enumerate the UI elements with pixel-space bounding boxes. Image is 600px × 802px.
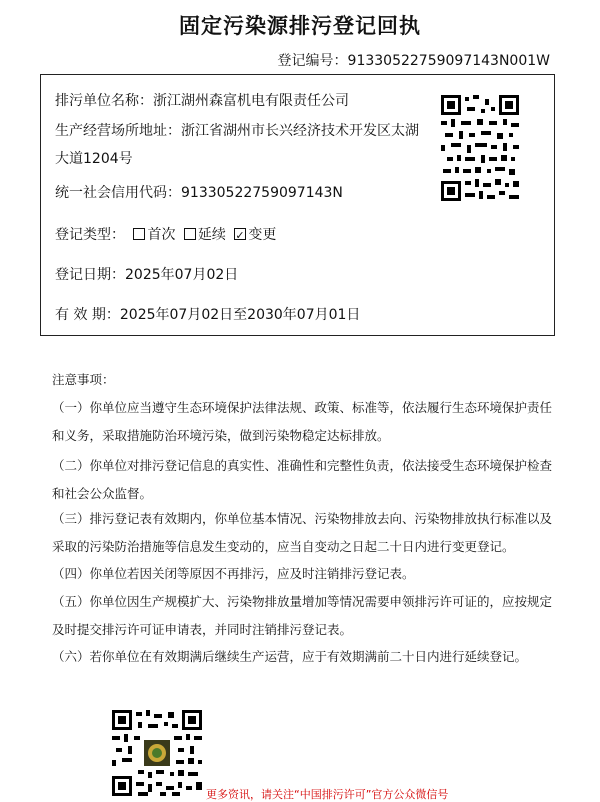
option-first: 首次 — [147, 227, 176, 243]
note-item: （三）排污登记表有效期内，你单位基本情况、污染物排放去向、污染物排放执行标准以及采取的污染防治措施等信息发生变动的，应当自变动之日起二十日内进行变更登记。 — [52, 511, 553, 554]
registration-date: 登记日期：2025年07月02日 — [55, 267, 239, 283]
registration-type-label: 登记类型： — [55, 227, 125, 243]
wechat-qr-code — [112, 710, 202, 796]
business-address: 生产经营场所地址：浙江省湖州市长兴经济技术开发区太湖大道1204号 — [55, 123, 419, 167]
checkbox-first — [133, 228, 145, 240]
validity-period: 有 效 期：2025年07月02日至2030年07月01日 — [55, 307, 361, 323]
registration-info-box — [40, 74, 555, 336]
notes-heading: 注意事项： — [52, 372, 115, 387]
unit-name: 排污单位名称：浙江湖州森富机电有限责任公司 — [55, 93, 349, 109]
note-item: （一）你单位应当遵守生态环境保护法律法规、政策、标准等，依法履行生态环境保护责任和义务，采取措施防治环境污染，做到污染物稳定达标排放。 — [52, 400, 553, 443]
wechat-follow-note: 更多资讯，请关注“中国排污许可”官方公众微信号 — [206, 788, 449, 801]
note-item: （五）你单位因生产规模扩大、污染物排放量增加等情况需要申领排污许可证的，应按规定及时提交排污许可证申请表，并同时注销排污登记表。 — [52, 594, 553, 637]
note-item: （六）若你单位在有效期满后继续生产运营，应于有效期满前二十日内进行延续登记。 — [52, 649, 528, 664]
checkbox-renewal — [184, 228, 196, 240]
note-item: （二）你单位对排污登记信息的真实性、准确性和完整性负责，依法接受生态环境保护检查和社会公众监督。 — [52, 458, 553, 501]
checkbox-change — [234, 228, 246, 240]
registration-qr-code — [441, 95, 519, 201]
option-change: 变更 — [248, 227, 277, 243]
document-title: 固定污染源排污登记回执 — [179, 14, 421, 38]
option-renewal: 延续 — [197, 227, 226, 243]
credit-code: 统一社会信用代码：91330522759097143N — [55, 185, 343, 201]
registration-number: 登记编号：91330522759097143N001W — [277, 53, 550, 69]
registration-type — [55, 225, 276, 245]
note-item: （四）你单位若因关闭等原因不再排污，应及时注销排污登记表。 — [52, 566, 415, 581]
